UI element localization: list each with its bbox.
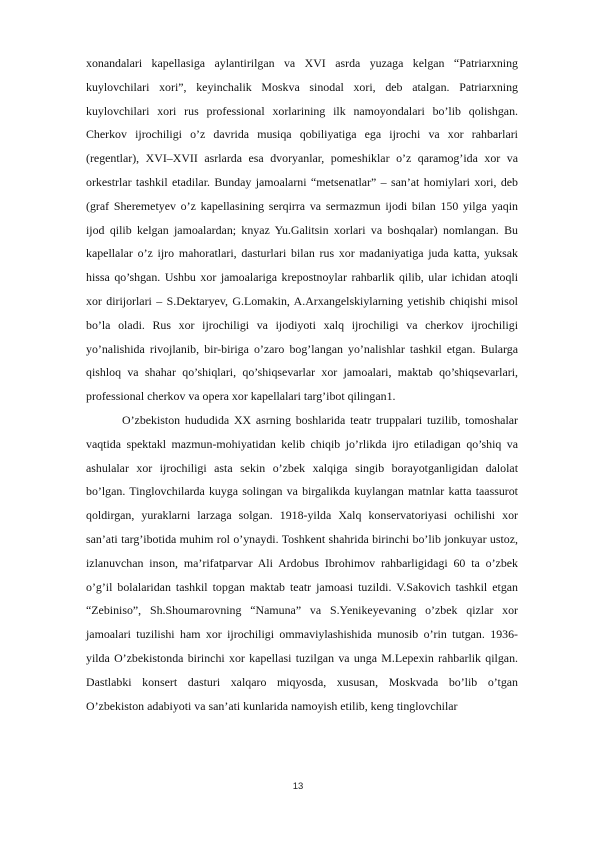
paragraph-2: O’zbekiston hududida XX asrning boshlarida teatr truppalari tuzilib, tomoshalar vaqtida spektakl mazmun-mohiyatidan kelib chiqib jo’rlikda ijro etiladigan qo’shiq va ashulalar xor ijrochiligi asta sekin o’zbek xalqiga singib borayotganligidan dalolat bo’lgan. Tinglovchilarda kuyga solingan va birgalikda kuylangan matnlar katta taassurot qoldirgan, yuraklarni larzaga solgan. 1918-yilda Xalq konservatoriyasi ochilishi xor san’ati targ’ibotida muhim rol o’ynaydi. Toshkent shahrida birinchi bo’lib jonkuyar ustoz, izlanuvchan inson, ma’rifatparvar Ali Ardobus Ibrohimov rahbarligidagi 60 ta o’zbek o’g’il bolalaridan tashkil topgan maktab teatr jamoasi tuzildi. V.Sakovich tashkil etgan “Zebiniso”, Sh.Shoumarovning “Namuna” va S.Yenikeyevaning o’zbek qizlar xor jamoalari tuzilishi ham xor ijrochiligi ommaviylashishida munosib o’rin tutgan. 1936-yilda O’zbekistonda birinchi xor kapellasi tuzilgan va unga M.Lepexin rahbarlik qilgan. Dastlabki konsert dasturi xalqaro miqyosda, xususan, Moskvada bo’lib o’tgan O’zbekiston adabiyoti va san’ati kunlarida namoyish etilib, keng tinglovchilar: [86, 412, 518, 713]
page-number: 13: [292, 781, 304, 792]
paragraph-1: xonandalari kapellasiga aylantirilgan va XVI asrda yuzaga kelgan “Patriarxning kuylovchilari xori”, keyinchalik Moskva sinodal xori, deb atalgan. Patriarxning kuylovchilari xori rus professional xorlarining ilk namoyondalari bo’lib qolishgan. Cherkov ijrochiligi o’z davrida musiqa qobiliyatiga ega ijrochi va xor rahbarlari (regentlar), XVI–XVII asrlarda esa dvoryanlar, pomeshiklar o’z qaramog’ida xor va orkestrlar tashkil etadilar. Bunday jamoalarni “metsenatlar” – san’at homiylari xori, deb (graf Sheremetyev o’z kapellasining serqirra va sermazmun ijodi bilan 150 yilga yaqin ijod qilib kelgan jamoalardan; knyaz Yu.Galitsin xorlari va boshqalar) nomlangan. Bu kapellalar o’z ijro mahoratlari, dasturlari bilan rus xor madaniyatiga juda katta, yuksak hissa qo’shgan. Ushbu xor jamoalariga krepostnoylar rahbarlik qilib, ular ichidan atoqli xor dirijorlari – S.Dektaryev, G.Lomakin, A.Arxangelskiylarning yetishib chiqishi misol bo’la oladi. Rus xor ijrochiligi va ijodiyoti xalq ijrochiligi va cherkov ijrochiligi yo’nalishida rivojlanib, bir-biriga o’zaro bog’langan yo’nalishlar tashkil etgan. Bularga qishloq va shahar qo’shiqlari, qo’shiqsevarlar xor jamoalari, maktab qo’shiqsevarlari, professional cherkov va opera xor kapellalari targ’ibot qilingan1.: [86, 56, 518, 404]
page-body: [86, 52, 518, 718]
